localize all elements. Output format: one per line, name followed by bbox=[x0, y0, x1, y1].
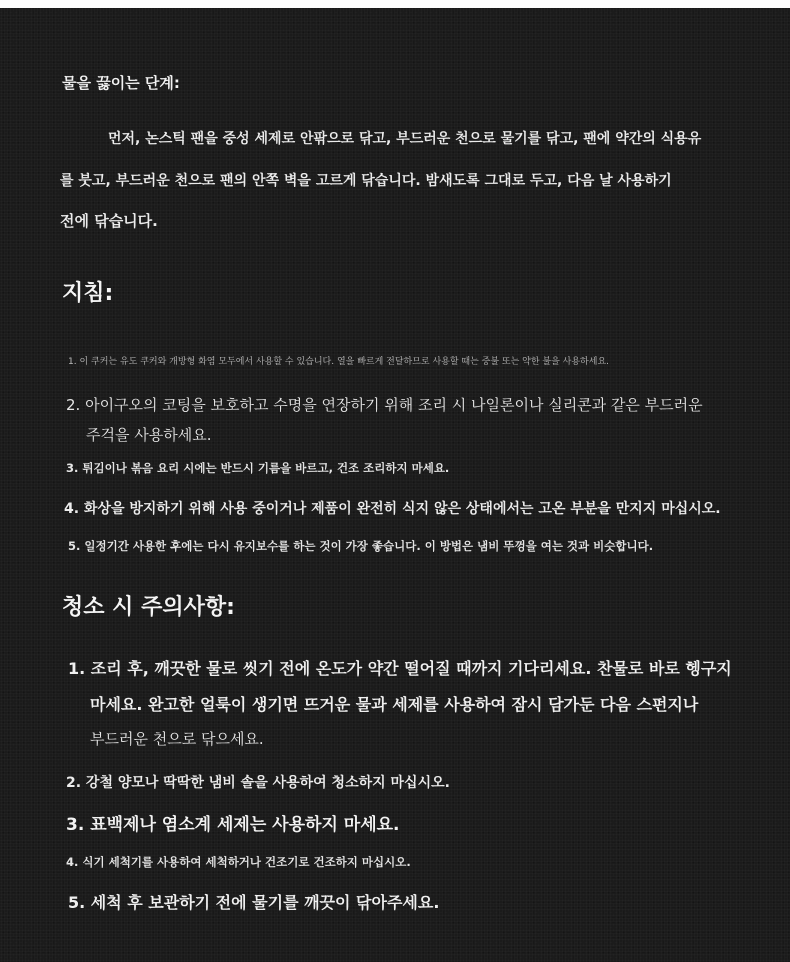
boiling-paragraph-line-1: 먼저, 논스틱 팬을 중성 세제로 안팎으로 닦고, 부드러운 천으로 물기를 닦고, 팬에 약간의 식용유 bbox=[108, 131, 702, 147]
boiling-heading: 물을 끓이는 단계: bbox=[62, 74, 180, 92]
guideline-item-1: 1. 이 쿠커는 유도 쿠커와 개방형 화염 모두에서 사용할 수 있습니다. 열을 빠르게 전달하므로 사용할 때는 중불 또는 약한 불을 사용하세요. bbox=[68, 357, 610, 367]
guideline-item-5: 5. 일정기간 사용한 후에는 다시 유지보수를 하는 것이 가장 좋습니다. 이 방법은 냄비 뚜껑을 여는 것과 비슷합니다. bbox=[68, 539, 654, 553]
cleaning-item-1-line-2: 마세요. 완고한 얼룩이 생기면 뜨거운 물과 세제를 사용하여 잠시 담가둔 다음 스펀지나 bbox=[90, 695, 699, 714]
boiling-paragraph-line-2: 를 붓고, 부드러운 천으로 팬의 안쪽 벽을 고르게 닦습니다. 밤새도록 그대로 두고, 다음 날 사용하기 bbox=[60, 173, 672, 189]
guideline-item-2-line-2: 주걱을 사용하세요. bbox=[86, 426, 212, 444]
cleaning-heading: 청소 시 주의사항: bbox=[62, 595, 235, 620]
guidelines-heading: 지침: bbox=[62, 281, 114, 306]
cleaning-item-3: 3. 표백제나 염소계 세제는 사용하지 마세요. bbox=[66, 815, 400, 835]
guideline-item-4: 4. 화상을 방지하기 위해 사용 중이거나 제품이 완전히 식지 않은 상태에서는 고온 부분을 만지지 마십시오. bbox=[64, 501, 721, 517]
guideline-item-3: 3. 튀김이나 볶음 요리 시에는 반드시 기름을 바르고, 건조 조리하지 마세요. bbox=[66, 461, 450, 475]
boiling-paragraph-line-3: 전에 닦습니다. bbox=[60, 212, 158, 230]
guideline-item-2-line-1: 2. 아이구오의 코팅을 보호하고 수명을 연장하기 위해 조리 시 나일론이나 실리콘과 같은 부드러운 bbox=[66, 396, 703, 414]
cleaning-item-5: 5. 세척 후 보관하기 전에 물기를 깨끗이 닦아주세요. bbox=[68, 893, 440, 912]
cleaning-item-1-line-1: 1. 조리 후, 깨끗한 물로 씻기 전에 온도가 약간 떨어질 때까지 기다리세요. 찬물로 바로 헹구지 bbox=[68, 659, 732, 678]
cleaning-item-1-line-3: 부드러운 천으로 닦으세요. bbox=[90, 730, 264, 748]
instruction-panel bbox=[0, 8, 790, 962]
cleaning-item-2: 2. 강철 양모나 딱딱한 냄비 솔을 사용하여 청소하지 마십시오. bbox=[66, 775, 450, 791]
cleaning-item-4: 4. 식기 세척기를 사용하여 세척하거나 건조기로 건조하지 마십시오. bbox=[66, 855, 411, 869]
